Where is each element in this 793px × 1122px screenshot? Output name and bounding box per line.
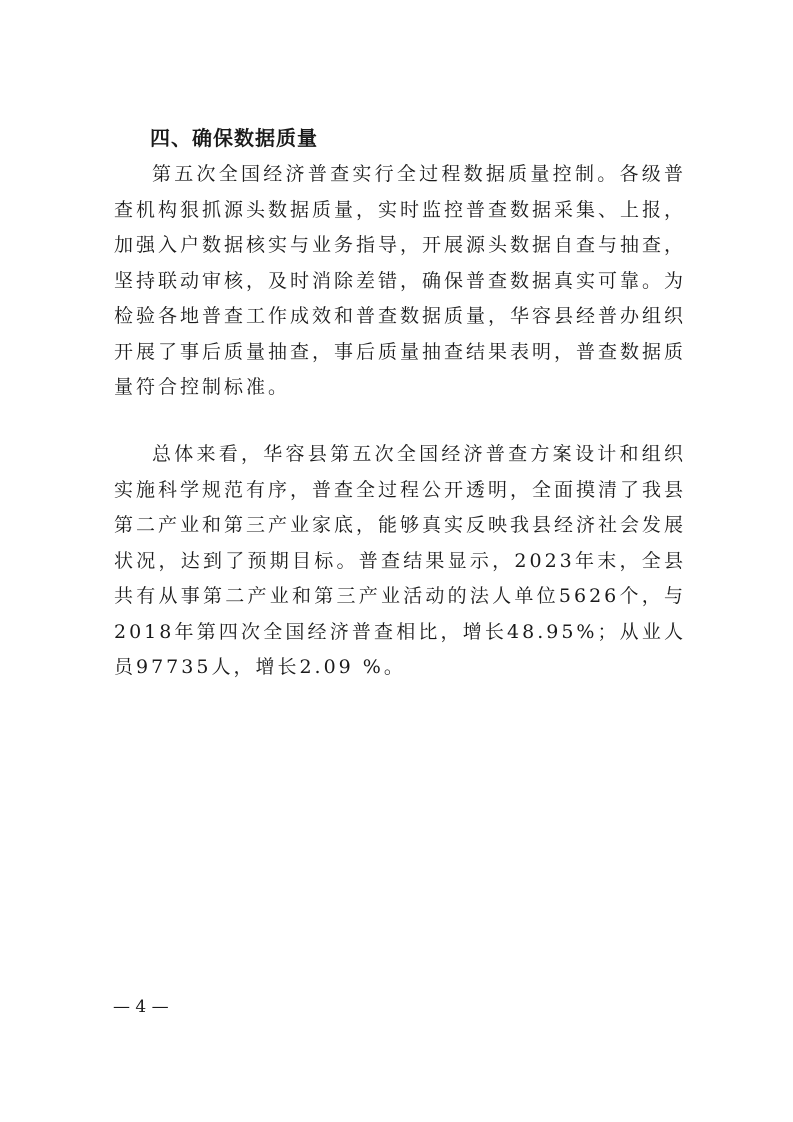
section-heading: 四、确保数据质量: [150, 126, 318, 150]
paragraph-data-quality: 第五次全国经济普查实行全过程数据质量控制。各级普查机构狠抓源头数据质量，实时监控普查数据采集、上报，加强入户数据核实与业务指导，开展源头数据自查与抽查，坚持联动审核，及时消除差错，确保普查数据真实可靠。为检验各地普查工作成效和普查数据质量，华容县经普办组织开展了事后质量抽查，事后质量抽查结果表明，普查数据质量符合控制标准。: [114, 163, 687, 398]
page-number: — 4 —: [113, 997, 169, 1017]
paragraph-summary: 总体来看，华容县第五次全国经济普查方案设计和组织实施科学规范有序，普查全过程公开透明，全面摸清了我县第二产业和第三产业家底，能够真实反映我县经济社会发展状况，达到了预期目标。普查结果显示，2023年末，全县共有从事第二产业和第三产业活动的法人单位5626个，与2018年第四次全国经济普查相比，增长48.95%；从业人员97735人，增长2.09 %。: [114, 443, 687, 678]
